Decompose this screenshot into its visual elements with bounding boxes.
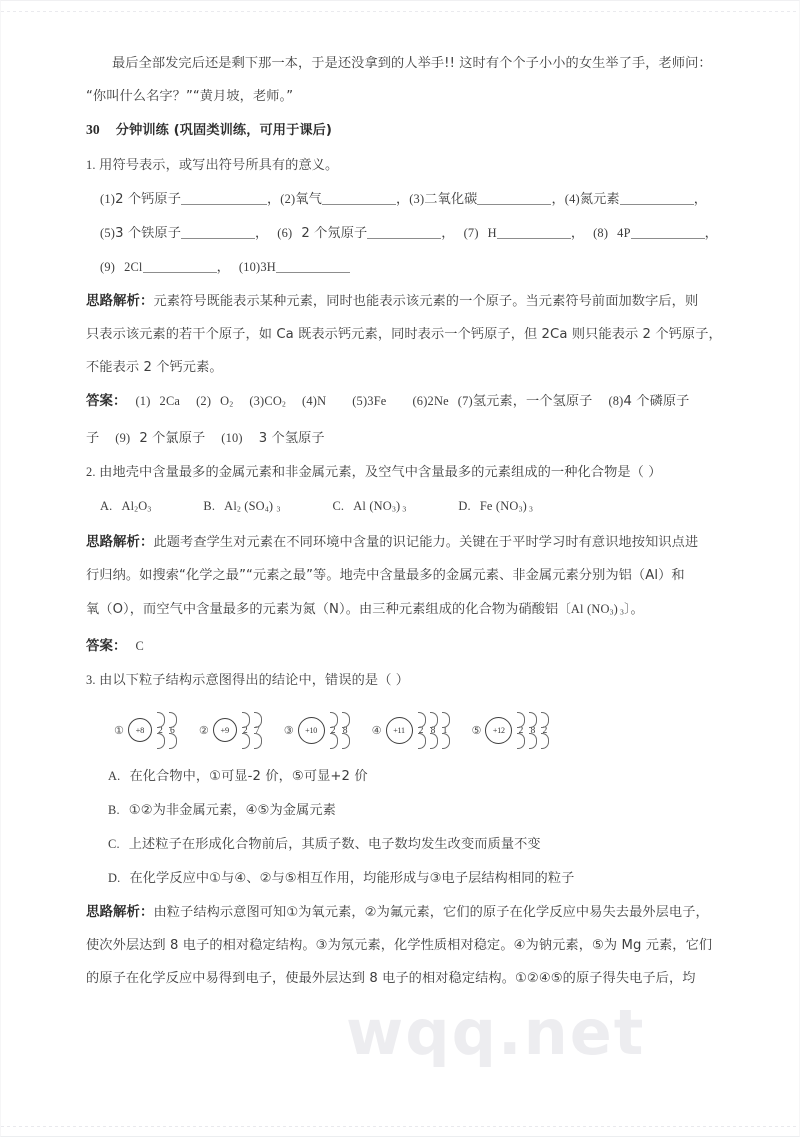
section-heading-number: 30 bbox=[86, 122, 100, 137]
answer-no: (2) bbox=[196, 394, 212, 408]
question-2-options bbox=[86, 489, 734, 526]
particle-index: ④ bbox=[371, 723, 382, 737]
page-top-rule bbox=[1, 11, 799, 12]
question-3-number: 3. bbox=[86, 673, 96, 688]
question-1-blanks-row-2: (5)3 个铁原子 ， (6) 2 个氖原子 ， (7) H ， (8) 4P ， bbox=[100, 226, 718, 241]
question-2-analysis-line-2: 行归纳。如搜索“化学之最”“元素之最”等。地壳中含量最多的金属元素、非金属元素分别为铝（Al）和 bbox=[86, 568, 685, 584]
answer-no: (5) bbox=[352, 394, 368, 408]
option-formula: Fe $(NO_3)$ $_3$ bbox=[479, 498, 533, 514]
electron-shells bbox=[329, 725, 350, 736]
question-2-stem-text: 由地壳中含量最多的金属元素和非金属元素，及空气中含量最多的元素组成的一种化合物是（ ） bbox=[99, 464, 662, 480]
question-1-analysis-line-1 bbox=[86, 284, 734, 318]
blank-label: (3) bbox=[409, 192, 425, 206]
electron-shells bbox=[241, 725, 262, 736]
blank-text: 氮元素 bbox=[579, 192, 620, 207]
particle-index: ⑤ bbox=[471, 723, 482, 737]
question-3-analysis-line-2: 使次外层达到 8 电子的相对稳定结构。③为氖元素，化学性质相对稳定。④为钠元素，⑤为 Mg 元素，它们 bbox=[86, 938, 713, 954]
question-3-analysis-line-1 bbox=[86, 895, 734, 929]
analysis-label: 思路解析： bbox=[86, 294, 154, 309]
watermark: wqq.net bbox=[346, 996, 646, 1069]
particle-diagram-5 bbox=[472, 717, 550, 744]
answer-value: 3 个氢原子 bbox=[258, 430, 325, 446]
blank-label: (5) bbox=[100, 226, 116, 240]
answer-no: (9) bbox=[115, 430, 131, 445]
answer-blank[interactable] bbox=[631, 238, 705, 239]
question-2-analysis-line-1 bbox=[86, 525, 734, 559]
blank-text: 二氧化碳 bbox=[424, 192, 478, 207]
blank-text: 2 个氖原子 bbox=[301, 226, 368, 241]
blank-label: (6) bbox=[277, 226, 293, 240]
intro-paragraph-1: 最后全部发完后还是剩下那一本，于是还没拿到的人举手!! 这时有个个子小小的女生举了手，老师问： bbox=[112, 56, 712, 71]
option-text: 在化学反应中①与④、②与⑤相互作用，均能形成与③电子层结构相同的粒子 bbox=[129, 871, 575, 887]
answer-blank[interactable] bbox=[143, 272, 217, 273]
option-key: A. bbox=[108, 769, 121, 784]
question-2-analysis-line-3: 氧（O），而空气中含量最多的元素为氮（N）。由三种元素组成的化合物为硝酸铝〔Al $(NO_3)$ $_3$〕。 bbox=[86, 602, 644, 618]
answer-blank[interactable] bbox=[322, 204, 396, 205]
question-3-option-b[interactable] bbox=[86, 793, 734, 827]
analysis-label: 思路解析： bbox=[86, 905, 154, 921]
blank-text: 3H bbox=[260, 260, 276, 274]
particle-diagram-4 bbox=[372, 717, 450, 744]
answer-blank[interactable] bbox=[497, 238, 571, 239]
shell-count: 2 bbox=[157, 724, 163, 736]
analysis-text: 元素符号既能表示某种元素，同时也能表示该元素的一个原子。当元素符号前面加数字后，则 bbox=[153, 294, 699, 309]
shell-count: 8 bbox=[530, 724, 536, 736]
option-key[interactable]: B. bbox=[203, 498, 216, 513]
answer-no: (6) bbox=[412, 394, 428, 408]
section-heading bbox=[86, 113, 734, 148]
shell-count: 2 bbox=[242, 724, 248, 736]
electron-shells bbox=[156, 725, 177, 736]
option-formula: Al $(NO_3)$ $_3$ bbox=[353, 498, 407, 514]
shell-count: 8 bbox=[430, 724, 436, 736]
question-3-analysis-line-3: 的原子在化学反应中易得到电子，使最外层达到 8 电子的相对稳定结构。①②④⑤的原子得失电子后，均 bbox=[86, 971, 696, 987]
question-1-blanks-row-1: (1)2 个钙原子 ，(2)氧气 ，(3)二氧化碳 ，(4)氮元素 ， bbox=[100, 192, 707, 207]
answer-blank[interactable] bbox=[276, 272, 350, 273]
blank-label: (7) bbox=[463, 226, 479, 240]
answer-value: 3Fe bbox=[367, 394, 387, 408]
shell-count: 2 bbox=[330, 724, 336, 736]
answer-blank[interactable] bbox=[367, 238, 441, 239]
particle-diagram-3 bbox=[284, 717, 350, 744]
blank-label: (8) bbox=[593, 226, 609, 240]
nucleus-charge-icon: +12 bbox=[485, 717, 512, 744]
blank-text: 2Cl bbox=[124, 260, 143, 274]
answer-value: 2Ca bbox=[159, 394, 181, 408]
shell-count: 2 bbox=[518, 724, 524, 736]
intro-paragraph-2: “你叫什么名字？”“黄月坡，老师。” bbox=[86, 89, 294, 104]
answer-no: (7) bbox=[457, 394, 473, 408]
answer-value: 2Ne bbox=[427, 394, 449, 408]
option-text: 在化合物中，①可显-2 价，⑤可显+2 价 bbox=[129, 769, 368, 785]
option-formula: $Al_2O_3$ bbox=[121, 498, 152, 514]
analysis-text: 此题考查学生对元素在不同环境中含量的识记能力。关键在于平时学习时有意识地按知识点进 bbox=[153, 535, 699, 551]
particle-index: ③ bbox=[283, 723, 294, 737]
answer-no: (10) bbox=[221, 430, 243, 445]
answer-blank[interactable] bbox=[181, 204, 267, 205]
answer-value: 氢元素，一个氢原子 bbox=[472, 394, 593, 409]
analysis-text: 由粒子结构示意图可知①为氧元素，②为氟元素，它们的原子在化学反应中易失去最外层电子， bbox=[153, 905, 709, 921]
nucleus-charge-icon: +10 bbox=[298, 717, 325, 744]
option-key[interactable]: D. bbox=[458, 498, 471, 513]
answer-value: 4 个磷原子 bbox=[623, 394, 690, 409]
option-key: C. bbox=[108, 837, 120, 852]
blank-label: (9) bbox=[100, 260, 116, 274]
shell-count: 6 bbox=[169, 724, 175, 736]
question-1-blanks-row-3: (9) 2Cl ， (10)3H bbox=[86, 250, 734, 284]
question-3-option-c[interactable] bbox=[86, 827, 734, 861]
question-3-stem-text: 由以下粒子结构示意图得出的结论中，错误的是（ ） bbox=[99, 673, 410, 689]
option-key: D. bbox=[108, 871, 121, 886]
page-bottom-rule bbox=[1, 1126, 799, 1127]
question-1-stem-text: 用符号表示，或写出符号所具有的意义。 bbox=[99, 158, 339, 173]
particle-index: ① bbox=[114, 723, 124, 737]
blank-text: 2 个钙原子 bbox=[115, 192, 181, 207]
answer-no: (8) bbox=[608, 394, 624, 408]
option-formula: $Al_2$ $(SO_4)$ $_3$ bbox=[224, 498, 281, 514]
answer-value: $O_2$ bbox=[220, 394, 234, 409]
analysis-label: 思路解析： bbox=[86, 535, 154, 551]
answer-value: C bbox=[135, 639, 144, 654]
blank-text: H bbox=[487, 226, 497, 240]
question-3-option-a[interactable] bbox=[86, 759, 734, 793]
nucleus-charge-icon: +11 bbox=[386, 717, 413, 744]
particle-diagram-2 bbox=[199, 718, 262, 742]
option-text: ①②为非金属元素，④⑤为金属元素 bbox=[128, 803, 336, 819]
question-3-option-d[interactable] bbox=[86, 861, 734, 895]
answer-blank[interactable] bbox=[620, 204, 694, 205]
question-1-analysis-line-3: 不能表示 2 个钙元素。 bbox=[86, 360, 223, 375]
question-2-number: 2. bbox=[86, 464, 96, 479]
answer-blank[interactable] bbox=[477, 204, 551, 205]
question-1-number: 1. bbox=[86, 158, 96, 172]
shell-count: 8 bbox=[342, 724, 348, 736]
question-2-stem bbox=[86, 455, 734, 489]
blank-text: 4P bbox=[617, 226, 631, 240]
blank-text: 3 个铁原子 bbox=[115, 226, 181, 241]
answer-label: 答案： bbox=[86, 394, 127, 409]
question-1-stem bbox=[86, 148, 734, 182]
answer-no: (1) bbox=[135, 394, 151, 408]
blank-label: (1) bbox=[100, 192, 116, 206]
option-key[interactable]: C. bbox=[332, 498, 345, 513]
question-2-answer bbox=[86, 629, 734, 663]
electron-shells bbox=[417, 725, 450, 736]
answer-value: $CO_2$ bbox=[264, 394, 287, 409]
particle-index: ② bbox=[198, 723, 209, 737]
answer-no: (4) bbox=[302, 394, 318, 408]
nucleus-charge-icon: +9 bbox=[213, 718, 237, 742]
blank-label: (2) bbox=[280, 192, 296, 206]
question-1-answer-line-1 bbox=[86, 384, 734, 421]
question-1-answer-line-2: 子 (9) 2 个氯原子 (10) 3 个氢原子 bbox=[86, 430, 325, 446]
section-heading-text: 分钟训练 (巩固类训练，可用于课后) bbox=[115, 123, 333, 138]
shell-count: 1 bbox=[442, 724, 448, 736]
particle-diagram-1 bbox=[114, 718, 177, 742]
electron-shells bbox=[516, 725, 549, 736]
question-1-analysis-line-2: 只表示该元素的若干个原子，如 Ca 既表示钙元素，同时表示一个钙原子，但 2Ca 则只能表示 2 个钙原子， bbox=[86, 327, 722, 342]
shell-count: 7 bbox=[254, 724, 260, 736]
option-text: 上述粒子在形成化合物前后，其质子数、电子数均发生改变而质量不变 bbox=[128, 837, 541, 853]
blank-label: (10) bbox=[238, 260, 261, 274]
particle-diagram-row bbox=[86, 701, 734, 759]
answer-value: 2 个氯原子 bbox=[139, 430, 206, 446]
answer-value: N bbox=[317, 394, 327, 408]
blank-label: (4) bbox=[564, 192, 580, 206]
answer-label: 答案： bbox=[86, 639, 127, 655]
document-content bbox=[86, 47, 734, 995]
answer-no: (3) bbox=[249, 394, 265, 408]
question-3-stem bbox=[86, 663, 734, 697]
option-key[interactable]: A. bbox=[100, 498, 113, 513]
shell-count: 2 bbox=[418, 724, 424, 736]
option-key: B. bbox=[108, 803, 120, 818]
answer-blank[interactable] bbox=[181, 238, 255, 239]
nucleus-charge-icon: +8 bbox=[128, 718, 152, 742]
blank-text: 氧气 bbox=[295, 192, 322, 207]
shell-count: 2 bbox=[542, 724, 548, 736]
